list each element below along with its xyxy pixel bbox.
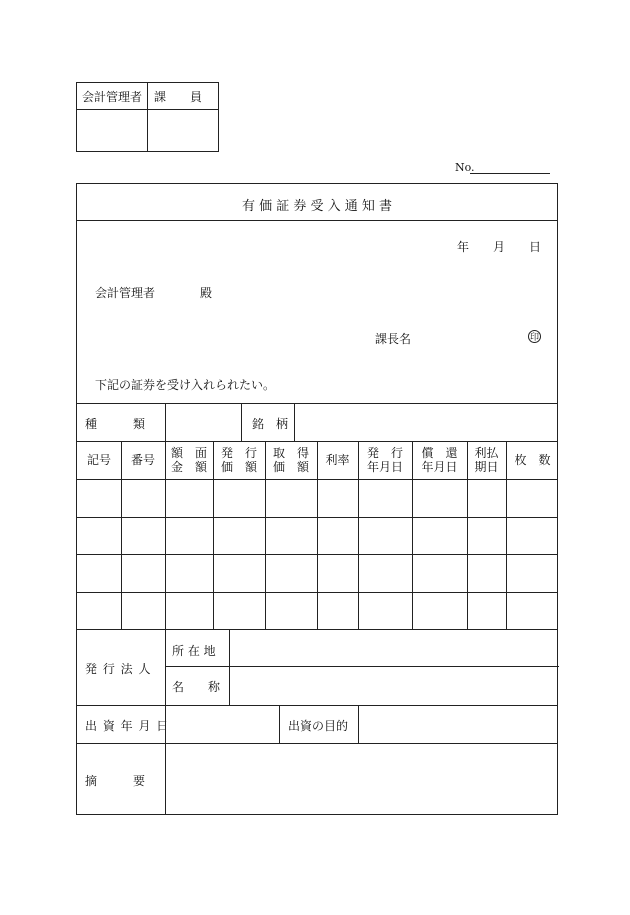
type-label [85, 415, 157, 432]
table-cell[interactable] [166, 518, 212, 553]
divider [279, 705, 280, 743]
column-header-line2: 年月日 [421, 460, 458, 474]
form-title: 有 価 証 券 受 入 通 知 書 [241, 199, 393, 214]
investment-date-field[interactable] [166, 706, 278, 742]
table-cell[interactable] [507, 593, 558, 628]
table-cell[interactable] [266, 593, 316, 628]
column-header-line2: 金 額 [170, 460, 207, 474]
column-header-2 [121, 453, 165, 467]
table-cell[interactable] [214, 555, 264, 591]
table-cell[interactable] [507, 518, 558, 553]
divider [165, 629, 166, 705]
approval-clerk-text: 課 員 [154, 89, 203, 104]
table-cell[interactable] [413, 480, 466, 516]
table-cell[interactable] [214, 593, 264, 628]
table-cell[interactable] [318, 518, 357, 553]
column-header-1 [77, 453, 121, 467]
column-header-6 [317, 453, 358, 467]
securities-receipt-form [76, 183, 558, 815]
approval-clerk-stamp-area[interactable] [147, 109, 219, 152]
section-chief-label: 課長名 [375, 332, 412, 346]
table-cell[interactable] [359, 518, 411, 553]
table-cell[interactable] [266, 518, 316, 553]
column-header-line1: 発 行 [366, 446, 403, 460]
divider [506, 441, 507, 629]
divider [241, 403, 242, 441]
table-cell[interactable] [507, 480, 558, 516]
table-cell[interactable] [214, 518, 264, 553]
column-header-line2: 価 額 [272, 460, 309, 474]
name-label-text: 名 称 [172, 680, 221, 694]
table-cell[interactable] [468, 480, 505, 516]
divider [77, 220, 557, 221]
name-label [172, 678, 222, 695]
table-cell[interactable] [359, 593, 411, 628]
table-cell[interactable] [413, 555, 466, 591]
divider [467, 441, 468, 629]
location-label: 所 在 地 [172, 644, 216, 658]
summary-label-text: 摘 要 [85, 774, 146, 788]
table-cell[interactable] [166, 480, 212, 516]
column-header-line1: 記号 [86, 453, 111, 467]
table-cell[interactable] [468, 555, 505, 591]
divider [213, 441, 214, 629]
column-header-line2: 年月日 [366, 460, 403, 474]
table-cell[interactable] [122, 480, 164, 516]
column-header-3 [165, 446, 213, 474]
table-cell[interactable] [266, 480, 316, 516]
table-cell[interactable] [122, 593, 164, 628]
investment-purpose-field[interactable] [359, 706, 558, 742]
column-header-line1: 償 還 [421, 446, 458, 460]
brand-label: 銘 柄 [252, 417, 289, 431]
table-cell[interactable] [78, 518, 120, 553]
location-field[interactable] [230, 630, 558, 665]
type-label-text: 種 類 [85, 417, 146, 431]
column-header-line1: 取 得 [272, 446, 309, 460]
table-cell[interactable] [78, 555, 120, 591]
table-cell[interactable] [122, 555, 164, 591]
brand-field[interactable] [295, 404, 557, 440]
table-cell[interactable] [266, 555, 316, 591]
column-header-10 [506, 453, 559, 467]
table-cell[interactable] [318, 555, 357, 591]
column-header-5 [265, 446, 317, 474]
approval-manager-stamp-area[interactable] [76, 109, 148, 152]
divider [165, 441, 166, 629]
table-cell[interactable] [318, 593, 357, 628]
column-header-line2: 価 額 [220, 460, 257, 474]
table-cell[interactable] [166, 555, 212, 591]
table-cell[interactable] [507, 555, 558, 591]
table-cell[interactable] [413, 518, 466, 553]
table-cell[interactable] [468, 593, 505, 628]
divider [265, 441, 266, 629]
divider [358, 441, 359, 629]
divider [317, 441, 318, 629]
column-header-line1: 番号 [130, 453, 155, 467]
column-header-line1: 利率 [325, 453, 350, 467]
investment-date-label: 出 資 年 月 日 [85, 719, 170, 733]
table-cell[interactable] [318, 480, 357, 516]
approval-box [76, 82, 219, 152]
table-cell[interactable] [166, 593, 212, 628]
table-cell[interactable] [78, 593, 120, 628]
column-header-line1: 利払 [474, 446, 499, 460]
divider [412, 441, 413, 629]
table-cell[interactable] [214, 480, 264, 516]
approval-clerk-label [147, 82, 219, 110]
column-header-line1: 額 面 [170, 446, 207, 460]
type-field[interactable] [166, 404, 241, 440]
addressee-label: 会計管理者 [95, 286, 156, 300]
approval-manager-label: 会計管理者 [76, 82, 148, 110]
issuer-label: 発 行 法 人 [85, 662, 152, 676]
summary-field[interactable] [166, 744, 558, 814]
column-header-7 [358, 446, 412, 474]
column-header-line1: 発 行 [220, 446, 257, 460]
column-header-8 [412, 446, 467, 474]
table-cell[interactable] [78, 480, 120, 516]
number-label: No. [455, 161, 475, 174]
column-header-9 [467, 446, 506, 474]
date-label: 年 月 日 [457, 240, 542, 254]
table-cell[interactable] [468, 518, 505, 553]
request-text: 下記の証券を受け入れられたい。 [95, 378, 276, 392]
investment-purpose-label: 出資の目的 [288, 719, 349, 733]
column-header-4 [213, 446, 265, 474]
seal-mark-icon [528, 330, 541, 343]
column-header-line1: 枚 数 [514, 453, 551, 467]
table-cell[interactable] [413, 593, 466, 628]
table-cell[interactable] [122, 518, 164, 553]
table-cell[interactable] [359, 480, 411, 516]
summary-label [85, 772, 157, 789]
seal-mark-text: 印 [529, 333, 539, 343]
number-field[interactable] [470, 173, 550, 174]
divider [121, 441, 122, 629]
table-cell[interactable] [359, 555, 411, 591]
column-header-line2: 期日 [474, 460, 499, 474]
honorific-label: 殿 [200, 286, 213, 300]
name-field[interactable] [230, 667, 558, 704]
